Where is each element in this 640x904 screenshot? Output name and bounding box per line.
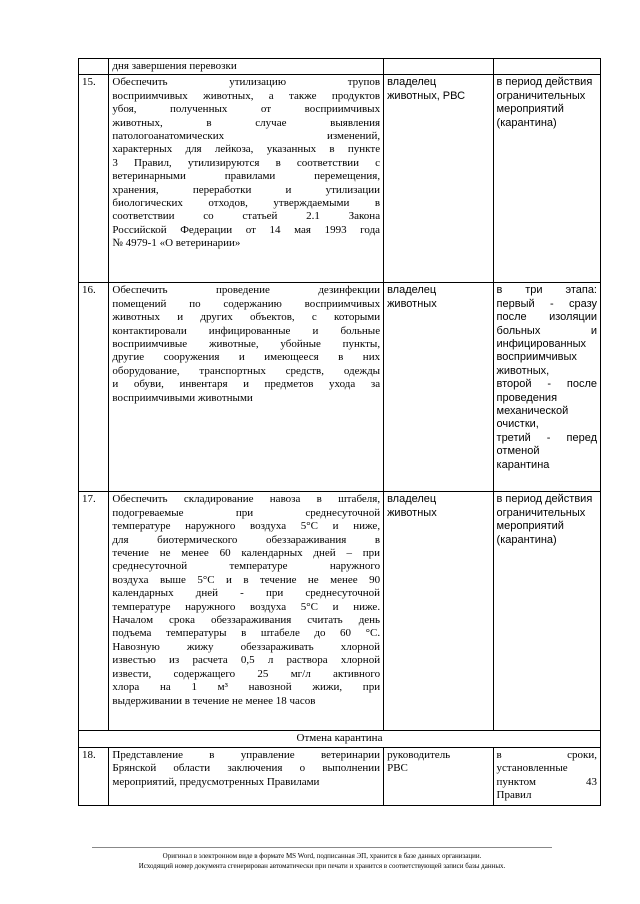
row-number: 17. (79, 492, 109, 731)
row-number: 16. (79, 283, 109, 492)
responsible-cell (384, 59, 493, 75)
measure-description (109, 747, 384, 805)
execution-term (493, 283, 600, 492)
responsible-party (384, 283, 493, 492)
term-line: отменой (496, 445, 540, 458)
description-line: контактировали инфицированные и больные (112, 324, 381, 337)
responsible-line: владелец (387, 284, 437, 297)
description-line: течение не менее 60 календарных дней – при (112, 547, 381, 560)
term-line: первый - сразу (496, 297, 597, 310)
term-line: пунктом 43 (496, 775, 597, 788)
execution-term (493, 492, 600, 731)
description-line: характерных для лейкоза, указанных в пункте (112, 143, 381, 156)
responsible-line: животных (387, 297, 437, 310)
description-line: животных, в случае выявления (112, 116, 381, 129)
row-number-cell (79, 59, 109, 75)
description-line: Навозную жижу обеззараживать хлорной (112, 640, 381, 653)
description-line: календарных дней - при среднесуточной (112, 587, 381, 600)
responsible-party (384, 492, 493, 731)
row-number: 18. (79, 747, 109, 805)
description-line: подъема температуры в штабеле до 60 °C. (112, 627, 381, 640)
description-line: биологических отходов, утверждаемыми в (112, 197, 381, 210)
description-line: известью из расчета 0,5 л раствора хлорной (112, 654, 381, 667)
term-line: мероприятий (496, 103, 564, 116)
responsible-party (384, 75, 493, 283)
term-line: третий - перед (496, 431, 597, 444)
description-line: мероприятий, предусмотренных Правилами (112, 775, 320, 788)
description-line: патологоанатомических изменений, (112, 130, 381, 143)
responsible-line: РВС (387, 762, 408, 775)
description-line: извести, содержащего 25 мг/л активного (112, 667, 381, 680)
description-line: Началом срока обеззараживания считать день (112, 614, 381, 627)
description-line: восприимчивыми животными (112, 391, 253, 404)
responsible-line: животных (387, 506, 437, 519)
term-line: после изоляции (496, 311, 597, 324)
footer-line-1: Оригинал в электронном виде в формате MS Word, подписанная ЭП, хранится в базе данных организации. (162, 852, 482, 860)
term-line: больных и (496, 324, 597, 337)
description-line: животных и других объектов, с которыми (112, 311, 381, 324)
execution-term (493, 747, 600, 805)
table-row (79, 747, 601, 805)
table-row (79, 75, 601, 283)
description-line: Обеспечить складирование навоза в штабеля, (112, 493, 381, 506)
term-line: механической (496, 405, 569, 418)
term-line: карантина (496, 458, 550, 471)
responsible-line: животных, РВС (387, 89, 466, 102)
term-line: животных, (496, 364, 550, 377)
responsible-line: руководитель (387, 748, 451, 761)
term-line: инфицированных (496, 338, 587, 351)
term-line: в сроки, (496, 748, 597, 761)
term-line: восприимчивых (496, 351, 577, 364)
description-line: оборудование, транспортных средств, одежды (112, 364, 381, 377)
responsible-line: владелец (387, 493, 437, 506)
description-line: убоя, полученных от восприимчивых (112, 103, 381, 116)
description-line: Представление в управление ветеринарии (112, 748, 381, 761)
description-line: Обеспечить утилизацию трупов (112, 76, 381, 89)
description-line: 3 Правил, утилизируются в соответствии с (112, 156, 381, 169)
term-line: проведения (496, 391, 558, 404)
description-line: помещений по содержанию восприимчивых (112, 297, 381, 310)
term-line: в три этапа: (496, 284, 597, 297)
term-line: очистки, (496, 418, 539, 431)
description-line: восприимчивых животных, а также продуктов (112, 89, 381, 102)
description-line: и обуви, инвентаря и предметов ухода за (112, 378, 381, 391)
description-line: Обеспечить проведение дезинфекции (112, 284, 381, 297)
footer-line-2: Исходящий номер документа сгенерирован автоматически при печати и хранится в соответствующей записи базы данных. (138, 862, 506, 870)
document-footer (92, 847, 552, 871)
responsible-line: владелец (387, 76, 437, 89)
description-line: хранения, переработки и утилизации (112, 183, 381, 196)
description-line: ветеринарными правилами перемещения, (112, 170, 381, 183)
description-line: Брянской области заключения о выполнении (112, 762, 381, 775)
table-row (79, 59, 601, 75)
term-line: в период действия (496, 493, 593, 506)
description-line: для биотермического обеззараживания в (112, 533, 381, 546)
measures-table (78, 58, 601, 806)
section-title: Отмена карантина (79, 731, 601, 747)
measure-description (109, 283, 384, 492)
table-row (79, 492, 601, 731)
description-line: хлора на 1 м³ навозной жижи, при (112, 681, 381, 694)
description-line: среднесуточной температуре наружного (112, 560, 381, 573)
description-line: восприимчивые животные, убойные пункты, (112, 338, 381, 351)
term-line: установленные (496, 762, 568, 775)
execution-term (493, 75, 600, 283)
description-line: другие сооружения и имеющееся в них (112, 351, 381, 364)
description-line: подогреваемые при среднесуточной (112, 506, 381, 519)
description-line: температуре наружного воздуха 5°C и ниже, (112, 520, 381, 533)
measure-description (109, 75, 384, 283)
term-line: мероприятий (496, 520, 564, 533)
term-cell (493, 59, 600, 75)
description-line: температуре наружного воздуха 5°C и ниже. (112, 600, 381, 613)
description-line: воздуха выше 5°C и в течение не менее 90 (112, 573, 381, 586)
description-line: соответствии со статьей 2.1 Закона (112, 210, 381, 223)
row-number: 15. (79, 75, 109, 283)
description-line: Российской Федерации от 14 мая 1993 года (112, 223, 381, 236)
term-line: ограничительных (496, 506, 586, 519)
term-line: второй - после (496, 378, 597, 391)
description-line: № 4979-1 «О ветеринарии» (112, 237, 241, 250)
measure-description (109, 492, 384, 731)
description-line: выдерживании в течение не менее 18 часов (112, 694, 316, 707)
responsible-party (384, 747, 493, 805)
term-line: ограничительных (496, 89, 586, 102)
term-line: в период действия (496, 76, 593, 89)
term-line: Правил (496, 789, 532, 802)
term-line: (карантина) (496, 116, 557, 129)
top-row-text: дня завершения перевозки (109, 59, 384, 75)
term-line: (карантина) (496, 533, 557, 546)
section-row (79, 731, 601, 747)
table-row (79, 283, 601, 492)
